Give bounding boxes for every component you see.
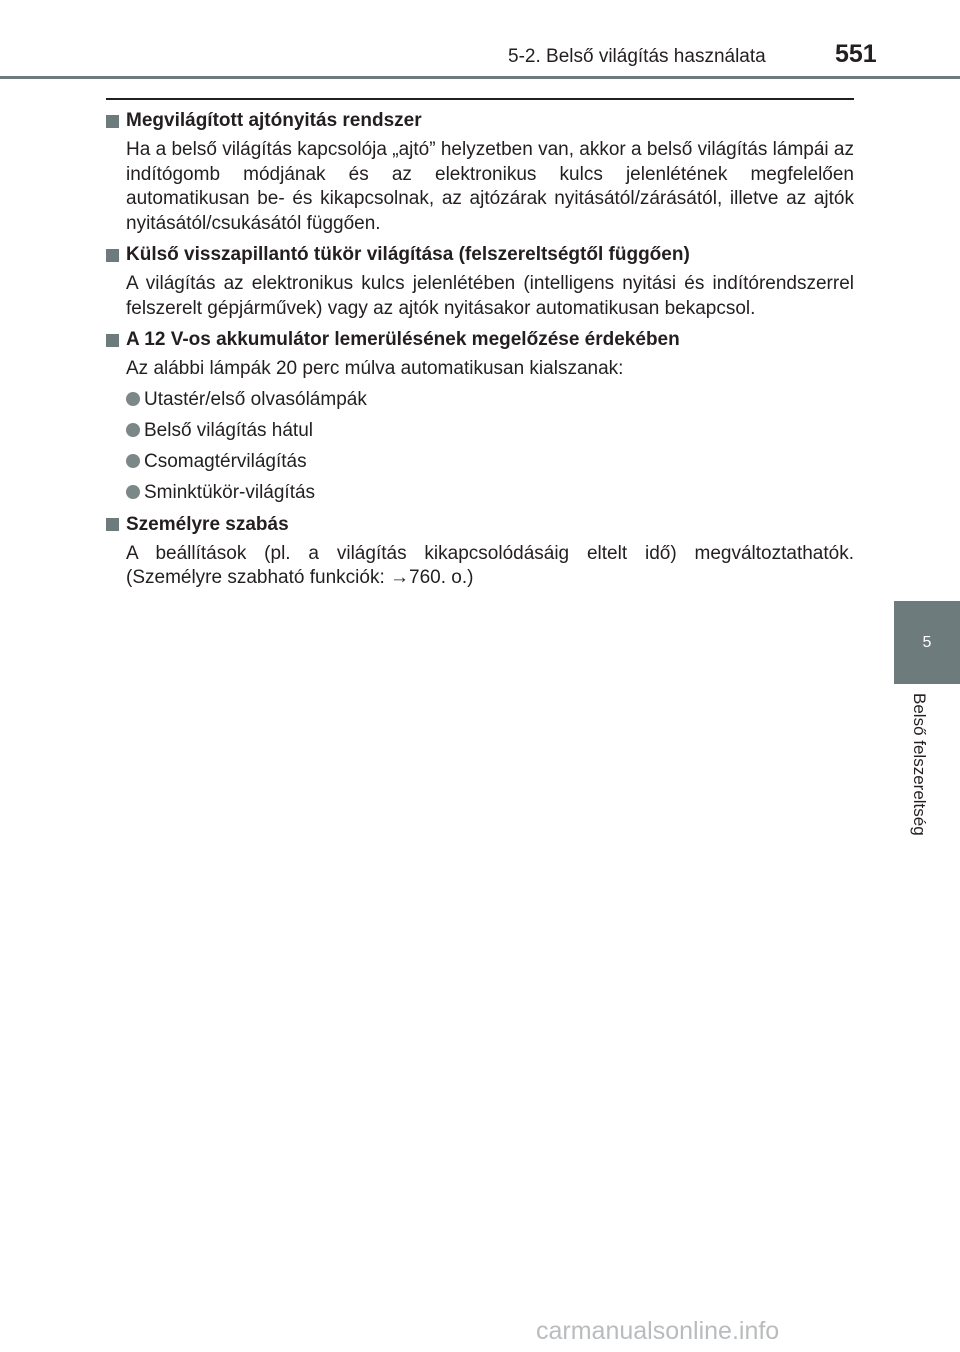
section-title: Megvilágított ajtónyitás rendszer — [126, 110, 422, 131]
list-item-text: Sminktükör-világítás — [144, 481, 316, 503]
section-mirror-light — [106, 242, 854, 321]
chapter-tab — [894, 601, 960, 684]
square-bullet-icon — [106, 334, 119, 347]
list-item — [126, 384, 854, 415]
content-top-rule — [106, 98, 854, 100]
square-bullet-icon — [106, 249, 119, 262]
section-title: A 12 V-os akkumulátor lemerülésének megelőzése érdekében — [126, 329, 680, 350]
section-text: A világítás az elektronikus kulcs jelenlétében (intelligens nyitási és indítórendszerrel felszerelt gépjárművek) vagy az ajtók nyitásakor automatikusan bekapcsol. — [126, 273, 854, 319]
page-number: 551 — [835, 40, 877, 68]
list-item — [126, 477, 854, 508]
list-item — [126, 446, 854, 477]
section-heading — [106, 327, 854, 353]
list-item-text: Csomagtérvilágítás — [144, 450, 307, 472]
section-heading — [106, 512, 854, 538]
section-lighted-entry — [106, 108, 854, 236]
chapter-number: 5 — [922, 633, 932, 651]
header-rule — [0, 76, 960, 79]
watermark: carmanualsonline.info — [536, 1317, 780, 1345]
circle-bullet-icon — [126, 392, 140, 406]
section-text: Ha a belső világítás kapcsolója „ajtó” helyzetben van, akkor a belső világítás lámpái az indítógomb módjának és az elektronikus kulcs jelenlétének megfelelően automatikusan be- és kikapcsolnak, az ajtózárak nyitásától/zárásától, illetve az ajtók nyitásától/csukásától függően. — [126, 139, 854, 234]
circle-bullet-icon — [126, 454, 140, 468]
header-title: 5-2. Belső világítás használata — [508, 46, 766, 67]
square-bullet-icon — [106, 518, 119, 531]
section-customization — [106, 512, 854, 591]
chapter-label — [908, 693, 930, 869]
list-item-text: Belső világítás hátul — [144, 419, 313, 441]
circle-bullet-icon — [126, 485, 140, 499]
list-item-text: Utastér/első olvasólámpák — [144, 388, 367, 410]
square-bullet-icon — [106, 115, 119, 128]
circle-bullet-icon — [126, 423, 140, 437]
chapter-label-text: Belső felszereltség — [910, 693, 929, 836]
section-title: Külső visszapillantó tükör világítása (felszereltségtől függően) — [126, 244, 690, 265]
section-heading — [106, 242, 854, 268]
section-heading — [106, 108, 854, 134]
list-item — [126, 415, 854, 446]
section-battery-saver — [106, 327, 854, 508]
section-title: Személyre szabás — [126, 513, 289, 535]
page-content — [106, 108, 854, 597]
section-text: Az alábbi lámpák 20 perc múlva automatikusan kialszanak: — [126, 358, 624, 379]
section-text: A beállítások (pl. a világítás kikapcsolódásáig eltelt idő) megváltoztathatók. (Személyre szabható funkciók: →760. o.) — [126, 542, 854, 588]
